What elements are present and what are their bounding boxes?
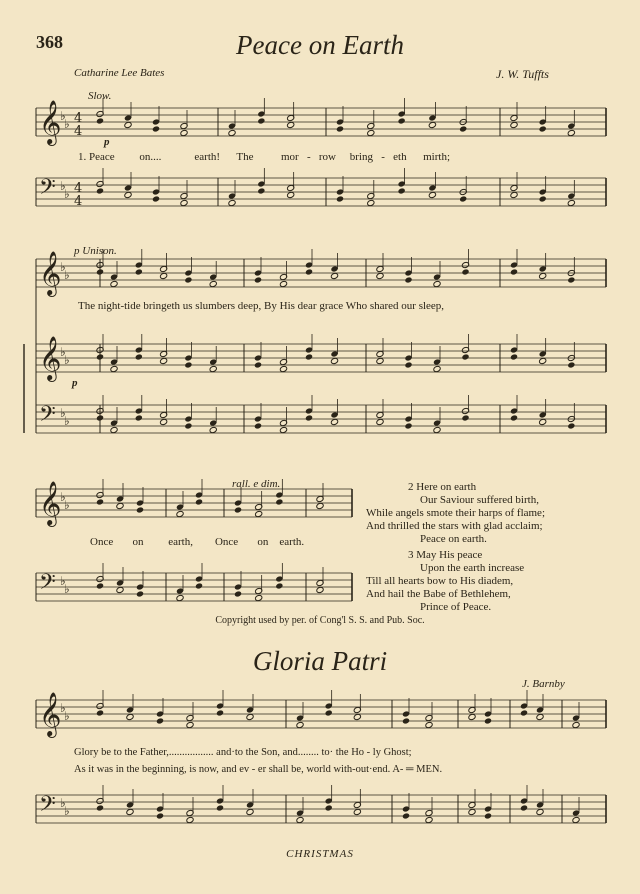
gloria-lyric-line-1: Glory be to the Father,................. and·to the Son, and........ to· the Ho - ly Ghost;: [74, 747, 412, 758]
note-head: [234, 506, 242, 513]
page-number: 368: [36, 32, 63, 52]
note-head: [254, 361, 262, 368]
note-head: [110, 365, 118, 372]
note-head: [567, 129, 575, 136]
note-head: [461, 353, 469, 360]
note-head: [116, 586, 124, 593]
note-head: [567, 276, 575, 283]
svg-text:♭: ♭: [60, 796, 66, 810]
svg-text:4: 4: [74, 111, 83, 126]
note-head: [461, 268, 469, 275]
tempo-marking: Slow.: [88, 90, 112, 102]
lyric-line-3: Once on earth, Once on earth.: [90, 536, 305, 548]
note-head: [216, 709, 224, 716]
note-head: [96, 353, 104, 360]
note-head: [459, 195, 467, 202]
note-head: [404, 422, 412, 429]
hymn-title-gloria-patri: Gloria Patri: [252, 646, 388, 676]
note-head: [484, 717, 492, 724]
svg-text:♭: ♭: [64, 268, 70, 282]
note-head: [330, 418, 338, 425]
note-head: [228, 199, 236, 206]
svg-text:♭: ♭: [60, 260, 66, 274]
note-head: [433, 280, 441, 287]
page-footer: CHRISTMAS: [286, 848, 354, 860]
note-head: [468, 713, 476, 720]
note-head: [160, 418, 168, 425]
note-head: [279, 426, 287, 433]
note-head: [257, 117, 265, 124]
note-head: [110, 280, 118, 287]
note-head: [468, 808, 476, 815]
copyright-notice: Copyright used by per. of Cong'l S. S. and Pub. Soc.: [215, 615, 425, 626]
note-head: [325, 709, 333, 716]
lyric-line-2: The night-tide bringeth us slumbers deep, By His dear grace Who shared our sleep,: [78, 300, 445, 312]
note-head: [433, 365, 441, 372]
svg-text:♭: ♭: [60, 345, 66, 359]
svg-text:♭: ♭: [60, 490, 66, 504]
note-head: [254, 422, 262, 429]
note-head: [246, 808, 254, 815]
svg-text:𝄢: 𝄢: [39, 175, 56, 205]
note-head: [325, 804, 333, 811]
note-head: [254, 276, 262, 283]
svg-text:♭: ♭: [64, 187, 70, 201]
note-head: [96, 804, 104, 811]
note-head: [367, 129, 375, 136]
verse-3: 3 May His peace Upon the earth increase Till all hearts bow to His diadem, And hail the Babe of Bethlehem, Prince of Peace.: [366, 549, 525, 613]
svg-text:♭: ♭: [60, 406, 66, 420]
svg-text:𝄞: 𝄞: [39, 481, 62, 525]
note-head: [152, 195, 160, 202]
note-head: [184, 276, 192, 283]
note-head: [124, 191, 132, 198]
note-head: [484, 812, 492, 819]
note-head: [330, 357, 338, 364]
note-head: [257, 187, 265, 194]
note-head: [156, 812, 164, 819]
note-head: [353, 713, 361, 720]
svg-text:𝄞: 𝄞: [39, 692, 62, 736]
svg-text:4: 4: [74, 181, 83, 196]
note-head: [176, 594, 184, 601]
note-head: [520, 709, 528, 716]
note-head: [433, 426, 441, 433]
note-head: [96, 187, 104, 194]
note-head: [461, 414, 469, 421]
note-head: [287, 121, 295, 128]
note-head: [353, 808, 361, 815]
svg-text:𝄢: 𝄢: [39, 792, 56, 822]
note-head: [428, 191, 436, 198]
svg-text:𝄢: 𝄢: [39, 570, 56, 600]
note-head: [136, 506, 144, 513]
dynamic-marking-2: p: [72, 377, 78, 389]
note-head: [572, 816, 580, 823]
note-head: [152, 125, 160, 132]
note-head: [305, 414, 313, 421]
note-head: [116, 502, 124, 509]
note-head: [255, 594, 263, 601]
note-head: [287, 191, 295, 198]
note-head: [255, 510, 263, 517]
svg-text:♭: ♭: [64, 414, 70, 428]
note-head: [160, 272, 168, 279]
note-head: [510, 353, 518, 360]
svg-text:♭: ♭: [60, 179, 66, 193]
note-head: [376, 357, 384, 364]
note-head: [567, 361, 575, 368]
unison-marking: p Unison.: [74, 245, 117, 257]
note-head: [96, 582, 104, 589]
note-head: [539, 272, 547, 279]
note-head: [536, 808, 544, 815]
note-head: [402, 812, 410, 819]
svg-text:♭: ♭: [64, 804, 70, 818]
note-head: [195, 582, 203, 589]
note-head: [428, 121, 436, 128]
note-head: [510, 414, 518, 421]
note-head: [539, 357, 547, 364]
note-head: [126, 808, 134, 815]
note-head: [425, 816, 433, 823]
note-head: [279, 280, 287, 287]
note-head: [136, 590, 144, 597]
note-head: [572, 721, 580, 728]
note-head: [376, 418, 384, 425]
note-head: [228, 129, 236, 136]
note-head: [176, 510, 184, 517]
hymn-title-peace-on-earth: Peace on Earth: [236, 30, 404, 60]
note-head: [510, 268, 518, 275]
gloria-lyric-line-2: As it was in the beginning, is now, and ev - er shall be, world with-out·end. A- ═ MEN.: [74, 764, 443, 775]
svg-text:♭: ♭: [60, 109, 66, 123]
note-head: [330, 272, 338, 279]
note-head: [184, 422, 192, 429]
svg-text:♭: ♭: [60, 574, 66, 588]
note-head: [110, 426, 118, 433]
lyric-line-1: 1. Peace on.... earth! The mor - row bring - eth mirth;: [78, 151, 450, 163]
note-head: [186, 721, 194, 728]
svg-text:4: 4: [74, 124, 83, 139]
note-head: [398, 187, 406, 194]
composer-name-2: J. Barnby: [522, 678, 565, 690]
note-head: [316, 502, 324, 509]
note-head: [184, 361, 192, 368]
note-head: [296, 816, 304, 823]
note-head: [180, 199, 188, 206]
note-head: [536, 713, 544, 720]
note-head: [96, 268, 104, 275]
note-head: [404, 276, 412, 283]
rall-marking: rall. e dim.: [232, 478, 281, 490]
note-head: [246, 713, 254, 720]
note-head: [209, 365, 217, 372]
note-head: [539, 418, 547, 425]
note-head: [275, 498, 283, 505]
note-head: [124, 121, 132, 128]
dynamic-marking: p: [104, 136, 110, 148]
note-head: [279, 365, 287, 372]
svg-text:4: 4: [74, 194, 83, 209]
note-head: [209, 426, 217, 433]
note-head: [234, 590, 242, 597]
note-head: [510, 191, 518, 198]
note-head: [96, 709, 104, 716]
note-head: [402, 717, 410, 724]
note-head: [135, 268, 143, 275]
svg-text:𝄞: 𝄞: [39, 336, 62, 380]
svg-text:♭: ♭: [64, 353, 70, 367]
svg-text:♭: ♭: [60, 701, 66, 715]
note-head: [404, 361, 412, 368]
note-head: [316, 586, 324, 593]
note-head: [186, 816, 194, 823]
note-head: [160, 357, 168, 364]
svg-text:♭: ♭: [64, 117, 70, 131]
note-head: [567, 422, 575, 429]
note-head: [367, 199, 375, 206]
note-head: [135, 414, 143, 421]
note-head: [180, 129, 188, 136]
note-head: [96, 414, 104, 421]
note-head: [398, 117, 406, 124]
note-head: [96, 117, 104, 124]
note-head: [336, 195, 344, 202]
note-head: [195, 498, 203, 505]
note-head: [216, 804, 224, 811]
note-head: [126, 713, 134, 720]
svg-text:♭: ♭: [64, 498, 70, 512]
note-head: [376, 272, 384, 279]
note-head: [209, 280, 217, 287]
note-head: [305, 268, 313, 275]
svg-text:𝄢: 𝄢: [39, 402, 56, 432]
note-head: [156, 717, 164, 724]
note-head: [520, 804, 528, 811]
note-head: [336, 125, 344, 132]
svg-text:♭: ♭: [64, 709, 70, 723]
note-head: [275, 582, 283, 589]
note-head: [135, 353, 143, 360]
svg-text:𝄞: 𝄞: [39, 100, 62, 144]
svg-text:𝄞: 𝄞: [39, 251, 62, 295]
svg-text:♭: ♭: [64, 582, 70, 596]
note-head: [305, 353, 313, 360]
note-head: [425, 721, 433, 728]
lyricist-name: Catharine Lee Bates: [74, 67, 165, 79]
note-head: [96, 498, 104, 505]
verse-2: 2 Here on earth Our Saviour suffered birth, While angels smote their harps of flame; And thrilled the stars with glad acclaim; Peace on earth.: [366, 481, 545, 545]
note-head: [296, 721, 304, 728]
note-head: [567, 199, 575, 206]
composer-name: J. W. Tuffts: [496, 67, 549, 81]
note-head: [459, 125, 467, 132]
note-head: [539, 195, 547, 202]
note-head: [539, 125, 547, 132]
note-head: [510, 121, 518, 128]
